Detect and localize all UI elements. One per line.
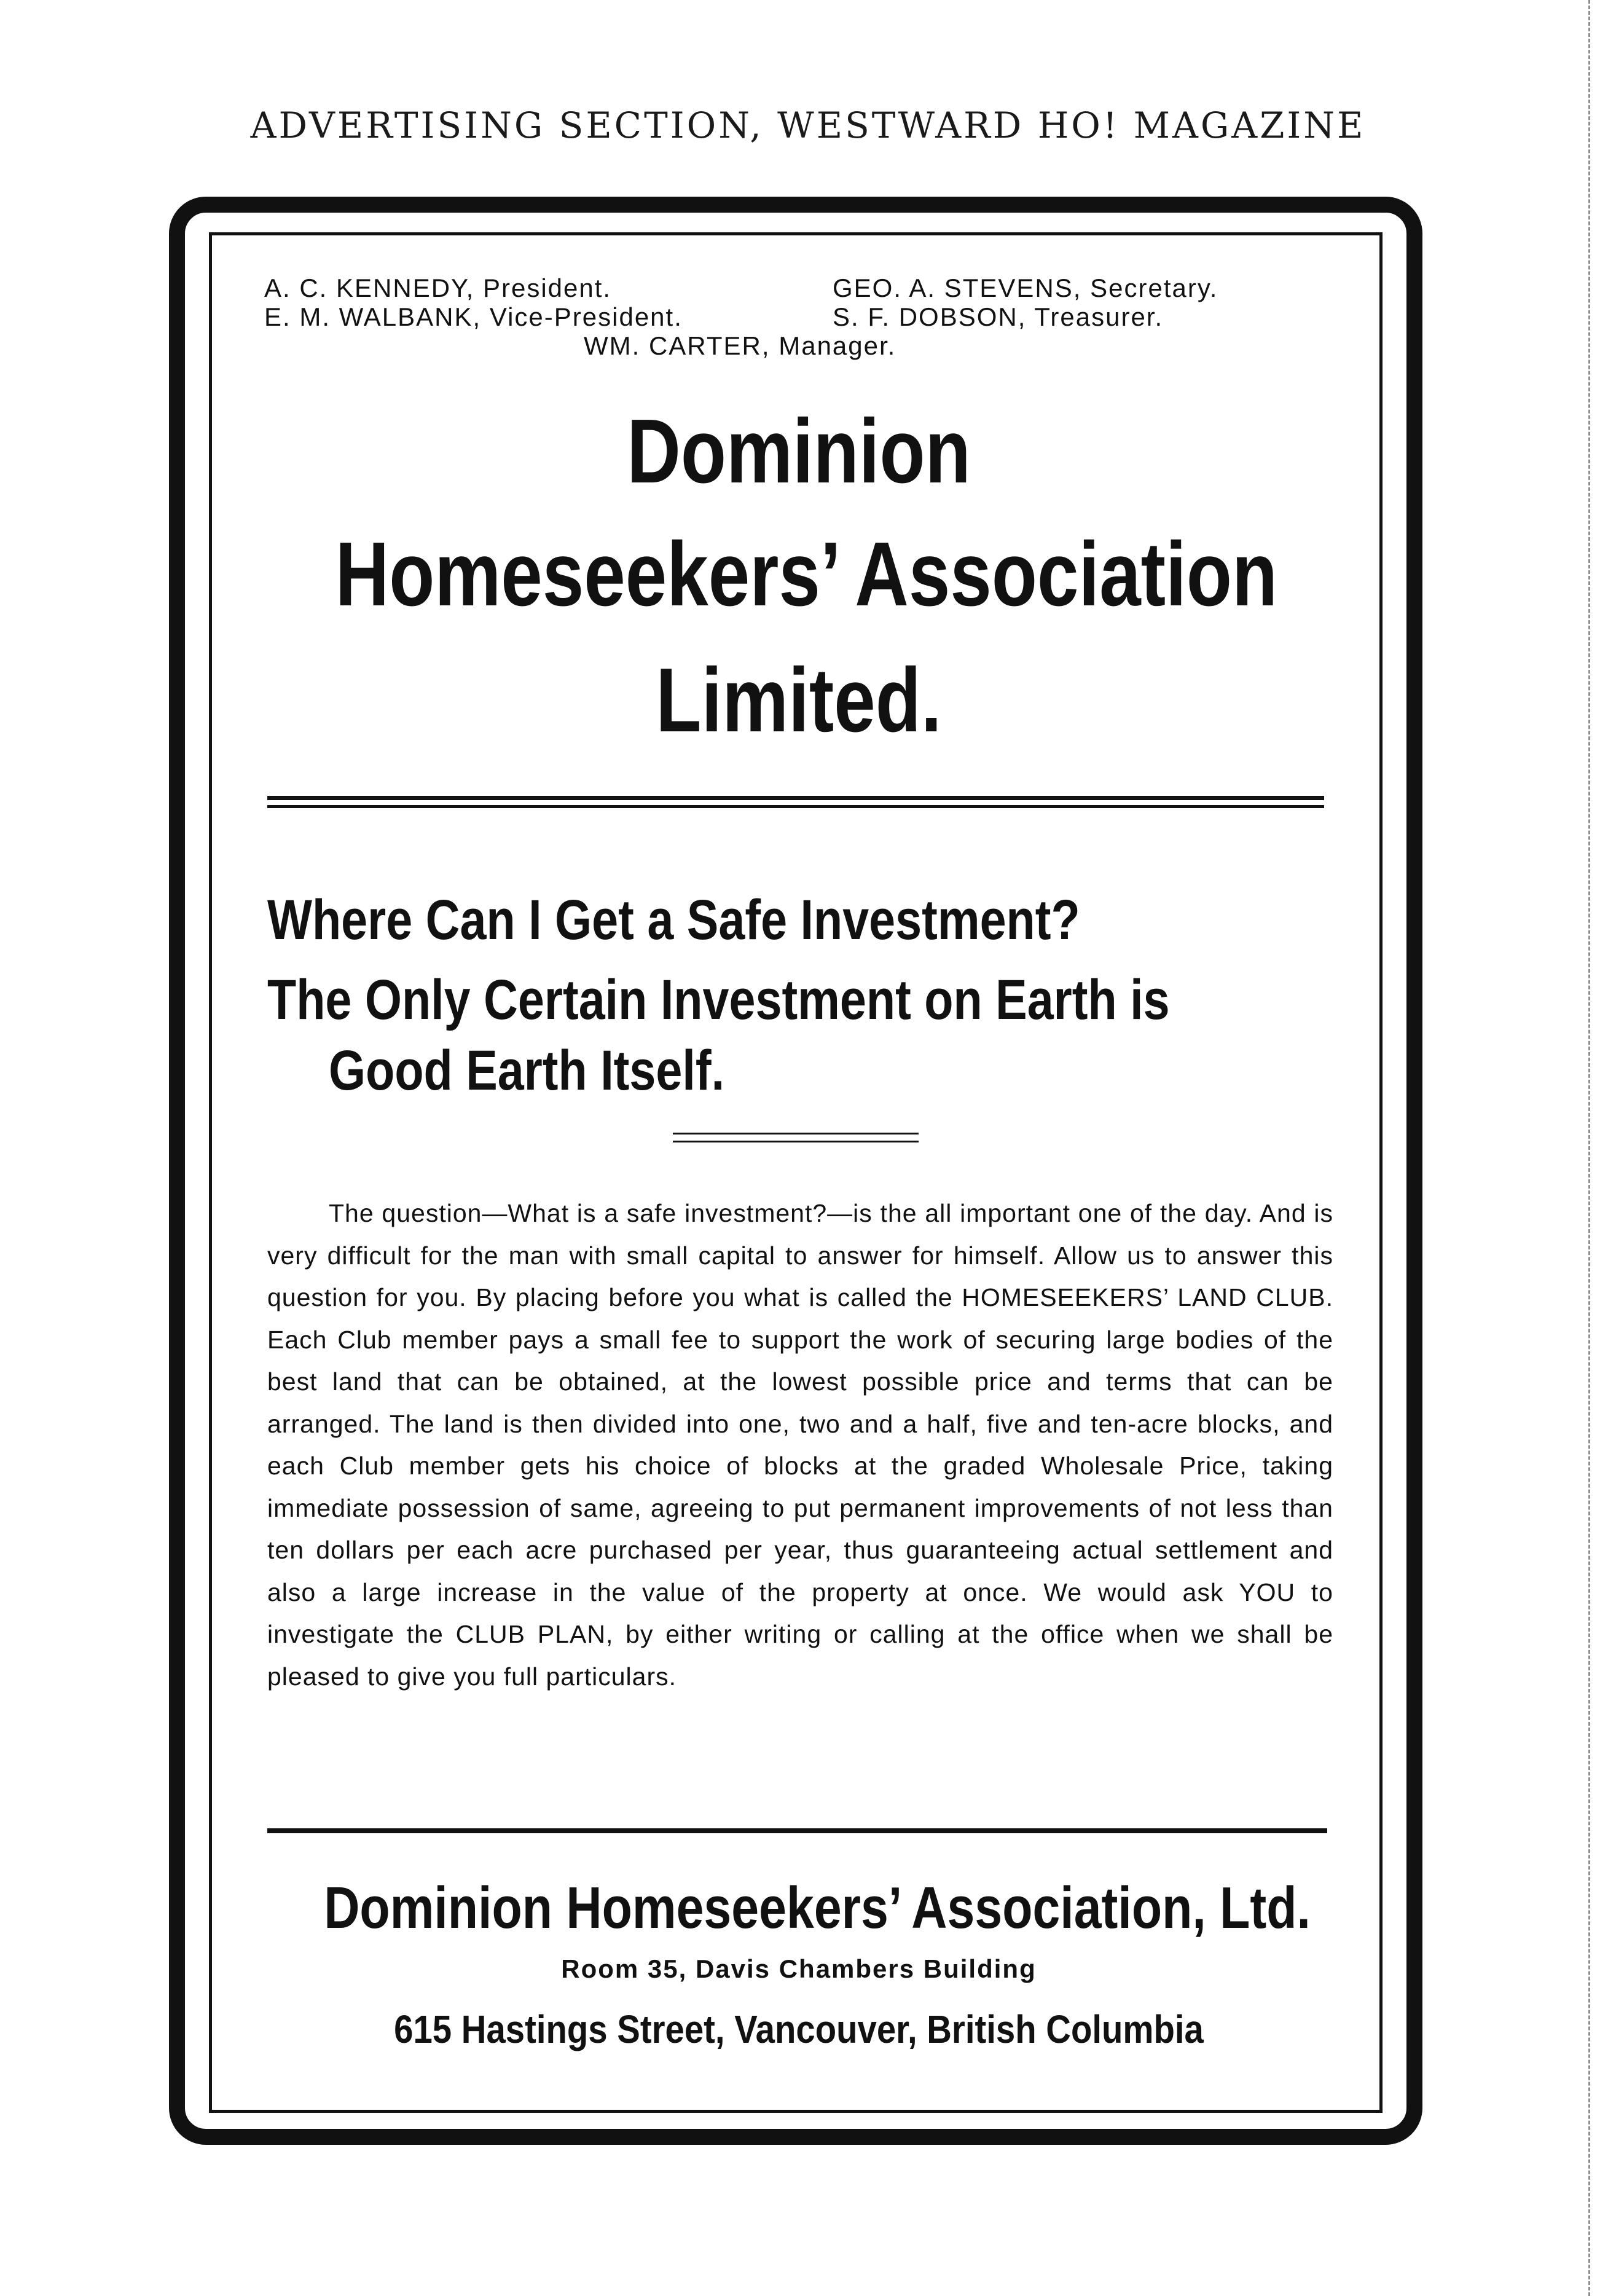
officer-president: A. C. KENNEDY, President. — [264, 273, 612, 302]
officer-vice-president: E. M. WALBANK, Vice-President. — [264, 302, 683, 331]
scan-edge-marks — [1588, 0, 1598, 2296]
footer-divider — [267, 1828, 1327, 1833]
officers-list — [264, 273, 1309, 360]
officer-secretary: GEO. A. STEVENS, Secretary. — [833, 273, 1218, 302]
ad-title-line-1: Dominion — [627, 401, 971, 502]
subhead-question: Where Can I Get a Safe Investment? — [267, 889, 1080, 951]
officer-treasurer: S. F. DOBSON, Treasurer. — [833, 302, 1164, 331]
officer-manager: WM. CARTER, Manager. — [584, 331, 896, 360]
footer-company-name: Dominion Homeseekers’ Association, Ltd. — [324, 1875, 1311, 1941]
body-copy — [267, 1192, 1333, 1697]
subhead-answer-line-2: Good Earth Itself. — [329, 1039, 725, 1102]
ad-title-line-2: Homeseekers’ Association — [335, 524, 1278, 625]
ad-title-line-3: Limited. — [656, 650, 942, 751]
subhead-divider — [673, 1133, 919, 1142]
title-divider — [267, 796, 1324, 808]
footer-address: 615 Hastings Street, Vancouver, British Columbia — [394, 2007, 1204, 2051]
body-paragraph: The question—What is a safe investment?—is the all important one of the day. And is very difficult for the man with small capital to answer for himself. Allow us to answer this question for you. By placing before you what is called the HOMESEEKERS’ LAND CLUB. Each Club member pays a small fee to support the work of securing large bodies of the best land that can be obtained, at the lowest possible price and terms that can be arranged. The land is then divided into one, two and a half, five and ten-acre blocks, and each Club member gets his choice of blocks at the graded Wholesale Price, taking immediate possession of same, agreeing to put permanent improvements of not less than ten dollars per each acre purchased per year, thus guaranteeing actual settlement and also a large increase in the value of the property at once. We would ask YOU to investigate the CLUB PLAN, by either writing or calling at the office when we shall be pleased to give you full particulars. — [267, 1199, 1333, 1691]
running-header: ADVERTISING SECTION, WESTWARD HO! MAGAZINE — [250, 104, 1366, 146]
subhead-answer-line-1: The Only Certain Investment on Earth is — [267, 969, 1170, 1031]
footer-room: Room 35, Davis Chambers Building — [561, 1954, 1037, 1983]
